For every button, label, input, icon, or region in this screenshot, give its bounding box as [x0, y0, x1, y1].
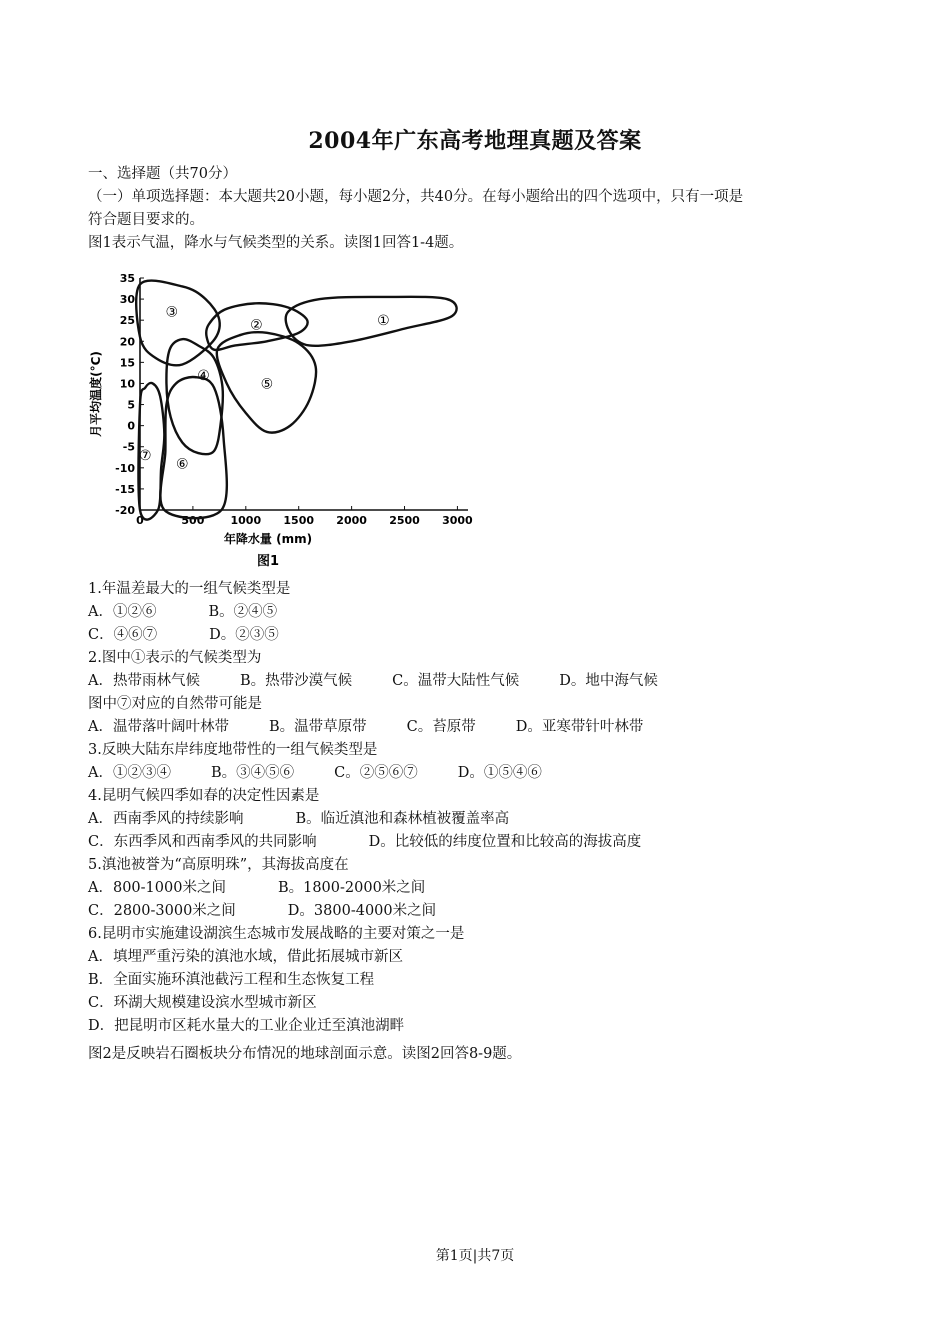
answer-option: D。亚寒带针叶林带 [515, 719, 644, 735]
answer-option: A．①②⑥ [88, 604, 157, 620]
answer-option: C。②⑤⑥⑦ [334, 765, 418, 781]
question-stem: 图中⑦对应的自然带可能是 [88, 696, 262, 712]
x-tick-label: 2000 [336, 514, 367, 527]
question-stem: 6.昆明市实施建设湖滨生态城市发展战略的主要对策之一是 [88, 926, 465, 942]
question-stem: 5.滇池被誉为“高原明珠”，其海拔高度在 [88, 857, 349, 873]
question-stem: 2.图中①表示的气候类型为 [88, 650, 262, 666]
region-label: ② [250, 317, 263, 334]
option-row [88, 602, 277, 622]
answer-option: B。临近滇池和森林植被覆盖率高 [295, 811, 510, 827]
y-tick-label: 10 [119, 377, 135, 391]
option-row [88, 1016, 404, 1036]
answer-option: A．西南季风的持续影响 [88, 811, 244, 827]
option-row [88, 947, 403, 967]
region-label: ① [377, 313, 390, 330]
x-tick-label: 2500 [389, 514, 420, 527]
instructions-line-1: （一）单项选择题：本大题共20小题，每小题2分，共40分。在每小题给出的四个选项中，只有一项是 [88, 189, 744, 205]
chart-title: 图1 [256, 554, 280, 569]
region-label: ⑤ [260, 376, 274, 393]
option-row [88, 625, 279, 645]
y-tick-label: -20 [115, 504, 135, 517]
x-tick-label: 500 [181, 514, 205, 527]
region-label: ⑦ [139, 448, 152, 465]
answer-option: D．把昆明市区耗水量大的工业企业迁至滇池湖畔 [88, 1018, 405, 1034]
y-tick-label: 0 [127, 419, 135, 433]
answer-option: B。热带沙漠气候 [239, 673, 353, 689]
page-title: 2004年广东高考地理真题及答案 [308, 128, 642, 154]
y-tick-label: 5 [127, 398, 135, 412]
y-axis-label: 月平均温度(°C) [89, 351, 103, 437]
answer-option: C．2800-3000米之间 [88, 903, 236, 919]
option-row [88, 993, 317, 1013]
x-tick-label: 0 [136, 514, 144, 527]
figure1-intro: 图1表示气温，降水与气候类型的关系。读图1回答1-4题。 [88, 235, 464, 251]
y-tick-label: -15 [115, 482, 135, 496]
region-label: ③ [165, 304, 179, 321]
chart-region-labels [139, 305, 390, 473]
figure2-intro: 图2是反映岩石圈板块分布情况的地球剖面示意。读图2回答8-9题。 [88, 1046, 522, 1062]
y-tick-label: 30 [119, 293, 135, 307]
answer-option: D。②③⑤ [209, 627, 279, 643]
answer-option: B。温带草原带 [268, 719, 367, 735]
option-row [88, 763, 542, 783]
option-row [88, 832, 641, 852]
answer-option: A．①②③④ [88, 765, 171, 781]
answer-option: A．800-1000米之间 [88, 880, 226, 896]
answer-option: D。比较低的纬度位置和比较高的海拔高度 [368, 834, 642, 850]
instructions-line-2: 符合题目要求的。 [88, 212, 204, 228]
answer-option: A．热带雨林气候 [88, 673, 200, 689]
y-tick-label: 15 [119, 356, 135, 370]
answer-option: B。③④⑤⑥ [210, 765, 295, 781]
answer-option: B．全面实施环滇池截污工程和生态恢复工程 [88, 972, 375, 988]
answer-option: D。地中海气候 [559, 673, 658, 689]
answer-option: C．东西季风和西南季风的共同影响 [88, 834, 317, 850]
answer-option: C．④⑥⑦ [88, 627, 158, 643]
chart-regions [136, 281, 456, 520]
answer-option: B。②④⑤ [208, 604, 278, 620]
option-row [88, 901, 436, 921]
answer-option: D。①⑤④⑥ [457, 765, 542, 781]
question-stem: 4.昆明气候四季如春的决定性因素是 [88, 788, 320, 804]
option-row [88, 970, 374, 990]
answer-option: C。温带大陆性气候 [392, 673, 520, 689]
question-stem: 3.反映大陆东岸纬度地带性的一组气候类型是 [88, 742, 378, 758]
answer-option: C．环湖大规模建设滨水型城市新区 [88, 995, 317, 1011]
option-row [88, 809, 509, 829]
climate-chart [88, 262, 478, 574]
y-tick-label: 20 [119, 335, 135, 349]
question-stem: 1.年温差最大的一组气候类型是 [88, 581, 291, 597]
y-tick-label: 35 [119, 272, 135, 285]
option-row [88, 671, 658, 691]
section-heading: 一、选择题（共70分） [88, 166, 237, 182]
option-row [88, 878, 425, 898]
chart-axes [140, 278, 468, 510]
y-tick-label: 25 [119, 314, 135, 328]
answer-option: A．填埋严重污染的滇池水域，借此拓展城市新区 [88, 949, 403, 965]
region-label: ⑥ [176, 456, 189, 473]
answer-option: C。苔原带 [406, 719, 476, 735]
x-tick-label: 1000 [230, 514, 262, 527]
climate-region-outline [286, 297, 457, 346]
answer-option: D。3800-4000米之间 [287, 903, 437, 919]
page-footer: 第1页|共7页 [435, 1248, 515, 1264]
y-tick-label: -5 [122, 440, 135, 454]
option-row [88, 717, 643, 737]
region-label: ④ [197, 368, 210, 385]
y-tick-label: -10 [115, 461, 135, 475]
answer-option: A．温带落叶阔叶林带 [88, 719, 229, 735]
x-tick-label: 1500 [283, 514, 315, 527]
x-axis-label: 年降水量 (mm) [223, 532, 313, 546]
climate-region-outline [136, 281, 220, 366]
x-tick-label: 3000 [442, 514, 473, 527]
answer-option: B。1800-2000米之间 [277, 880, 426, 896]
